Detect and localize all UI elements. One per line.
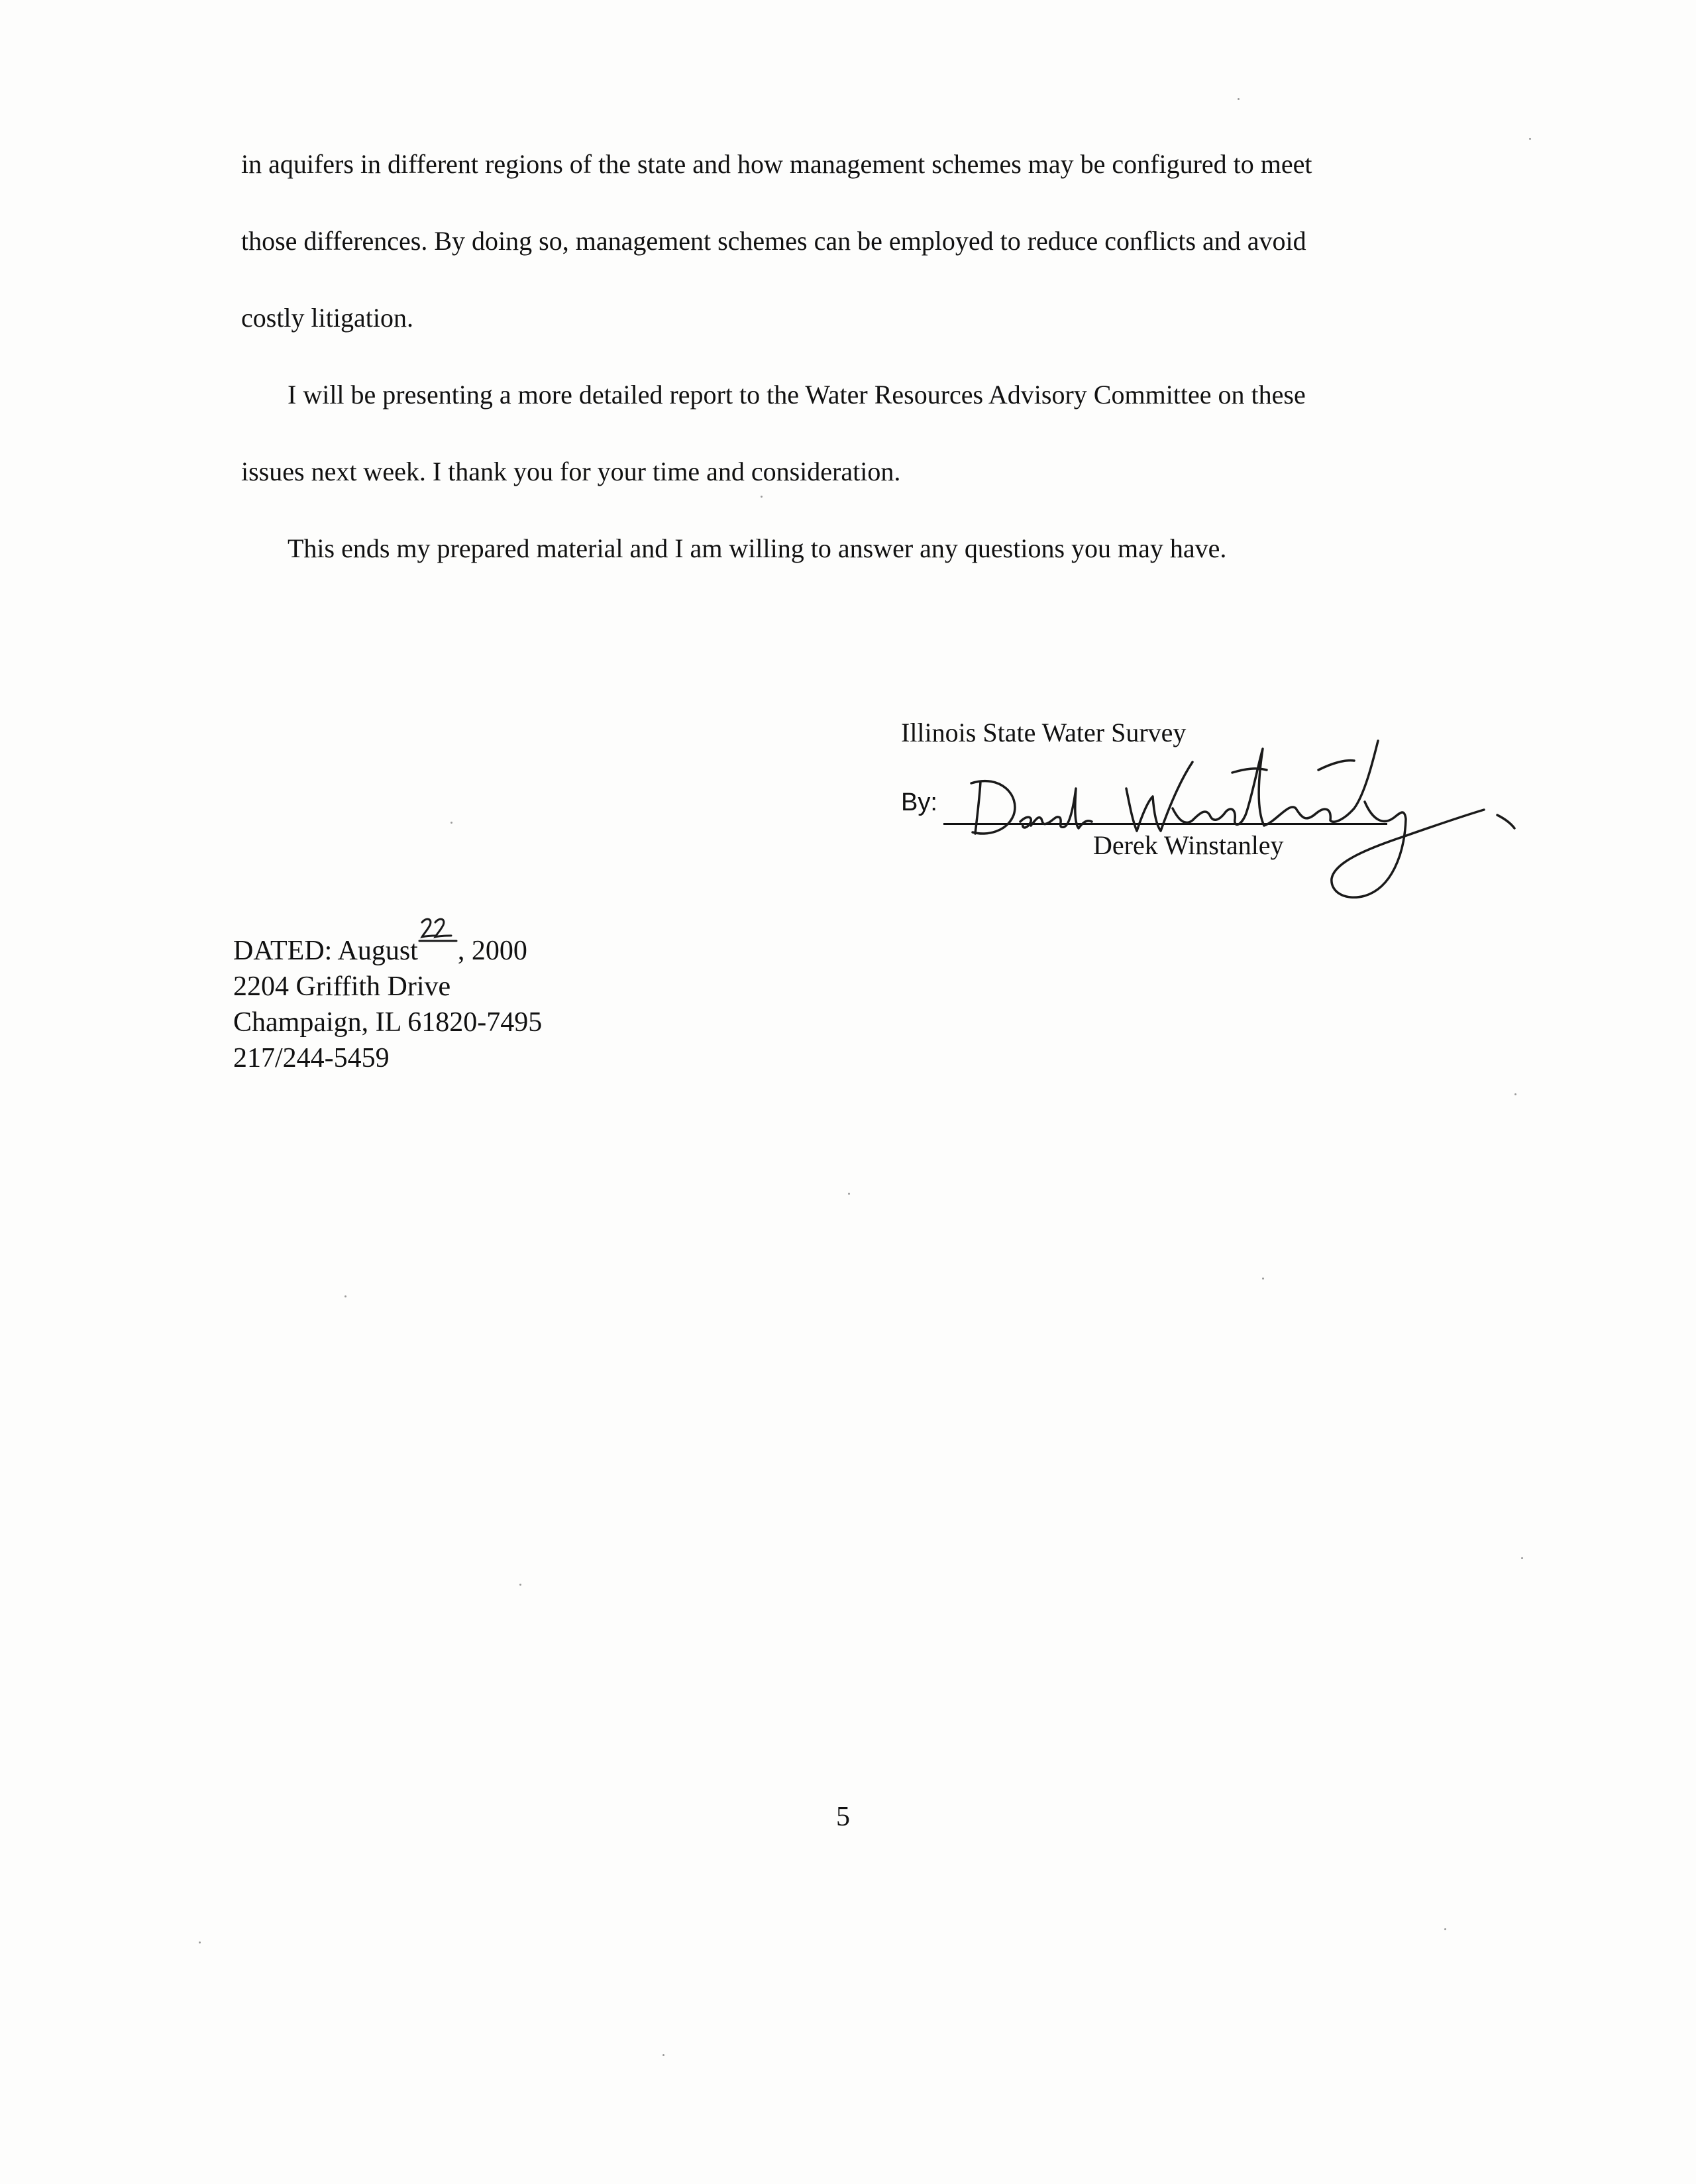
- page-number: 5: [836, 1802, 850, 1832]
- scan-speck: [1529, 138, 1531, 140]
- scan-speck: [1444, 1928, 1446, 1930]
- paragraph-1-line-2: those differences. By doing so, management schemes can be employed to reduce conflicts and avoid: [241, 226, 1306, 256]
- address-line-2: Champaign, IL 61820-7495: [233, 1007, 543, 1038]
- organization-name: Illinois State Water Survey: [901, 718, 1187, 747]
- dated-line: [233, 933, 542, 969]
- dated-suffix: , 2000: [457, 936, 527, 966]
- handwritten-signature: [901, 709, 1590, 921]
- dated-address-block: [233, 933, 542, 1076]
- signer-name: Derek Winstanley: [1093, 830, 1284, 860]
- scan-speck: [450, 822, 452, 824]
- address-line-1: 2204 Griffith Drive: [233, 971, 451, 1002]
- dated-prefix: DATED: August: [233, 936, 418, 966]
- scan-speck: [1514, 1093, 1516, 1095]
- signature-block: [901, 709, 1497, 921]
- scan-speck: [1262, 1278, 1264, 1280]
- paragraph-1-line-1: in aquifers in different regions of the state and how management schemes may be configured to meet: [241, 149, 1312, 179]
- scan-speck: [1521, 1557, 1523, 1559]
- scan-speck: [848, 1193, 850, 1195]
- paragraph-3: This ends my prepared material and I am willing to answer any questions you may have.: [288, 533, 1227, 563]
- phone-number: 217/244-5459: [233, 1043, 390, 1073]
- handwritten-day-glyph: [418, 913, 458, 946]
- paragraph-2-line-1: I will be presenting a more detailed report to the Water Resources Advisory Committee on these: [288, 380, 1306, 410]
- scan-speck: [662, 2054, 664, 2056]
- handwritten-day: [418, 933, 458, 959]
- scan-speck: [1238, 98, 1240, 100]
- body-text: [241, 126, 1487, 587]
- paragraph-2-line-2: issues next week. I thank you for your time and consideration.: [241, 457, 901, 486]
- scan-speck: [519, 1584, 521, 1586]
- scan-speck: [199, 1941, 201, 1943]
- scan-speck: [344, 1295, 346, 1297]
- by-label: By:: [901, 789, 937, 816]
- paragraph-1-line-3: costly litigation.: [241, 303, 413, 333]
